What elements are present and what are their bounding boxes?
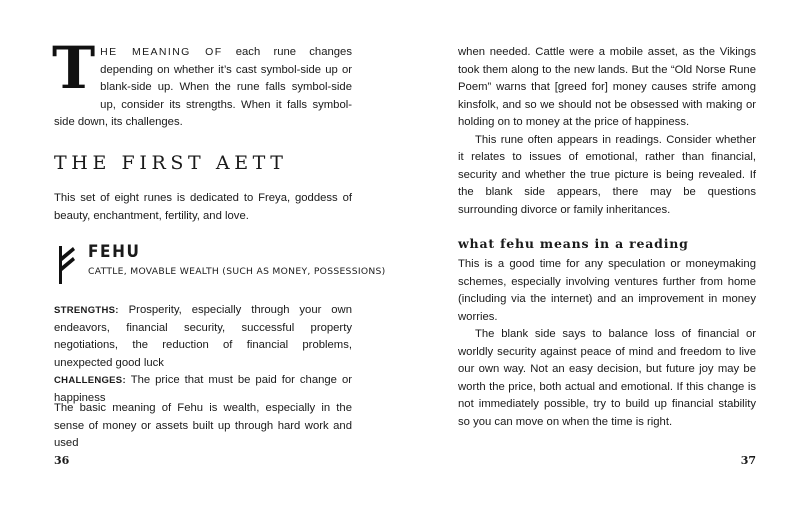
- right-body-top: [458, 44, 756, 219]
- right-page: [458, 0, 756, 506]
- section-title: THE FIRST AETT: [54, 152, 288, 174]
- opening-smallcaps: HE MEANING OF: [100, 46, 223, 58]
- readings-paragraph: This rune often appears in readings. Consider whether it relates to issues of emotional, rather than financial, security and whether the true picture is being revealed. If the blank side appears, there may be questions surrounding divorce or family inheritances.: [458, 133, 756, 216]
- right-body-reading: [458, 256, 756, 431]
- page-number-left: 36: [54, 454, 70, 467]
- strengths-text: Prosperity, especially through your own endeavors, financial security, successful property negotiations, the reduction of financial problems, unexpected good luck: [54, 304, 352, 369]
- meaning-paragraph: The basic meaning of Fehu is wealth, especially in the sense of money or assets built up through hard work and used: [54, 402, 352, 449]
- page-number-right: 37: [740, 454, 756, 467]
- fehu-rune-icon: [54, 244, 76, 286]
- rune-header: [54, 240, 386, 290]
- strengths-label: STRENGTHS:: [54, 305, 119, 316]
- rune-name: FEHU: [88, 242, 141, 262]
- blank-side-paragraph: The blank side says to balance loss of financial or worldly security against peace of mind and freedom to live our own way. Not an easy decision, but future joy may be worth the price, both actual and emotional. If this change is not immediately possible, try to build up financial stability so you can move on when the time is right.: [458, 328, 756, 428]
- reading-paragraph: This is a good time for any speculation or moneymaking schemes, especially involving ventures further from home (including via the internet) and an improvement in money worries.: [458, 258, 756, 323]
- left-page: [52, 0, 386, 506]
- strengths-challenges: [54, 302, 352, 407]
- challenges-label: CHALLENGES:: [54, 375, 126, 386]
- challenges-text: The price that must be paid for change or happiness: [54, 374, 352, 404]
- rune-subtitle: CATTLE, MOVABLE WEALTH (SUCH AS MONEY, POSSESSIONS): [88, 266, 386, 277]
- opening-paragraph: [52, 34, 352, 132]
- drop-cap: T: [52, 34, 96, 102]
- reading-subheading: what fehu means in a reading: [458, 236, 689, 251]
- continuation-paragraph: when needed. Cattle were a mobile asset, as the Vikings took them along to the new lands. But the “Old Norse Rune Poem” warns that [greed for] money causes strife among kinsfolk, and so we should not be obsessed with making or holding on to money at the price of happiness.: [458, 46, 756, 128]
- section-intro: This set of eight runes is dedicated to Freya, goddess of beauty, enchantment, fertility, and love.: [54, 192, 352, 222]
- opening-text: each rune changes depending on whether it’s cast symbol-side up or blank-side up. When the rune falls symbol-side up, consider its strengths. When it falls symbol-side down, its challenges.: [54, 46, 352, 128]
